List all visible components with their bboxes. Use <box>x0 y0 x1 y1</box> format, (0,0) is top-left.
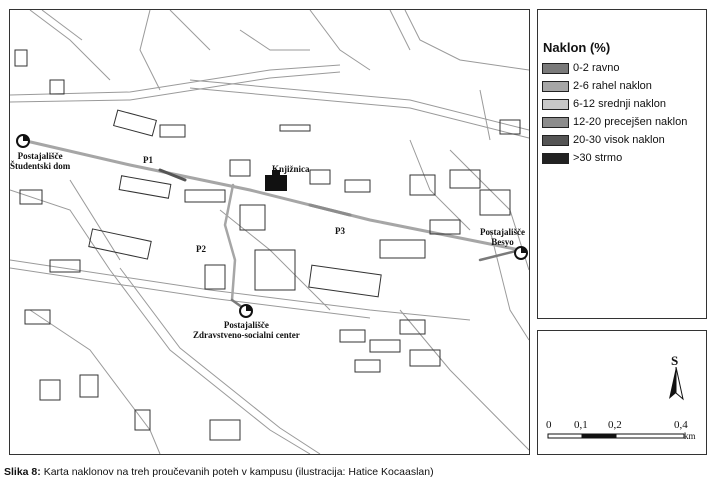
legend-item-6-12 <box>542 97 666 111</box>
road-outline <box>30 310 160 454</box>
building <box>114 110 157 136</box>
building <box>310 170 330 184</box>
legend-item-12-20 <box>542 115 687 129</box>
legend-title: Naklon (%) <box>543 40 611 55</box>
scale-unit: km <box>684 431 696 441</box>
bus-stop-icon-fill <box>521 247 527 253</box>
path-besyo-link <box>480 250 520 260</box>
legend-label: 0-2 ravno <box>573 62 620 74</box>
scale-bar-segment <box>616 434 684 438</box>
road-outline <box>10 268 370 318</box>
caption-text: Karta naklonov na treh proučevanih poteh v kampusu (ilustracija: Hatice Kocaaslan) <box>40 466 434 478</box>
road-outline <box>170 10 210 50</box>
north-arrow-icon <box>666 367 686 403</box>
road-outline <box>410 140 470 230</box>
building <box>280 125 310 131</box>
legend-item-30-plus <box>542 151 622 165</box>
legend-item-20-30 <box>542 133 665 147</box>
legend-swatch <box>542 153 569 164</box>
bus-stop-besyo <box>515 247 527 259</box>
road-outline <box>405 10 529 70</box>
label-path-p2: P2 <box>196 244 206 254</box>
legend-label: >30 strmo <box>573 152 623 164</box>
walking-paths <box>22 140 520 310</box>
scale-tick-0-2: 0,2 <box>608 419 622 431</box>
legend-item-2-6 <box>542 79 652 93</box>
building <box>240 205 265 230</box>
figure-caption <box>4 466 434 478</box>
label-stop-studentski-dom-line1: Postajališče <box>17 151 63 161</box>
label-path-p1: P1 <box>143 155 153 165</box>
label-stop-studentski-dom <box>10 151 70 171</box>
label-stop-besyo-line2: Besyo <box>491 237 514 247</box>
path-segment-medium <box>310 205 350 215</box>
road-outline <box>10 190 110 270</box>
map-frame <box>9 9 530 455</box>
road-outline <box>42 10 82 40</box>
legend-label: 20-30 visok naklon <box>573 134 665 146</box>
scale-tick-0: 0 <box>546 419 552 431</box>
label-path-p3: P3 <box>335 226 345 236</box>
building <box>210 420 240 440</box>
scale-panel <box>537 330 707 455</box>
building <box>309 265 381 297</box>
building <box>370 340 400 352</box>
building <box>15 50 27 66</box>
building <box>400 320 425 334</box>
label-stop-zdravstveno <box>193 320 300 340</box>
building <box>160 125 185 137</box>
scale-bar-segment <box>582 434 616 438</box>
legend-swatch <box>542 117 569 128</box>
legend-label: 12-20 precejšen naklon <box>573 116 688 128</box>
north-label: S <box>671 353 679 368</box>
road-outline <box>220 210 330 310</box>
label-stop-besyo-line1: Postajališče <box>480 227 525 237</box>
road-outline <box>140 10 160 90</box>
label-stop-studentski-dom-line2: Študentski dom <box>10 161 71 171</box>
legend-swatch <box>542 135 569 146</box>
legend-label: 6-12 srednji naklon <box>573 98 666 110</box>
legend-swatch <box>542 63 569 74</box>
building <box>185 190 225 202</box>
scale-bar <box>546 431 696 441</box>
bus-stop-icon-fill <box>23 135 29 141</box>
building <box>355 360 380 372</box>
building <box>345 180 370 192</box>
building <box>230 160 250 176</box>
scale-tick-0-1: 0,1 <box>574 419 588 431</box>
north-arrow-right <box>676 367 683 399</box>
label-stop-zdravstveno-line2: Zdravstveno-socialni center <box>193 330 300 340</box>
building <box>410 175 435 195</box>
building <box>205 265 225 289</box>
label-library: Knjižnica <box>272 164 310 174</box>
bus-stop-icon-fill <box>246 305 252 311</box>
building <box>450 170 480 188</box>
legend-panel <box>537 9 707 319</box>
road-outline <box>480 90 490 140</box>
road-outline <box>30 10 110 80</box>
path-p2 <box>225 185 235 300</box>
legend-swatch <box>542 99 569 110</box>
building <box>80 375 98 397</box>
north-arrow-left <box>669 367 676 399</box>
bus-stop-studentski-dom <box>17 135 29 147</box>
road-outline <box>390 10 410 50</box>
building <box>380 240 425 258</box>
building <box>89 229 151 259</box>
road-outline <box>190 80 529 130</box>
legend-label: 2-6 rahel naklon <box>573 80 652 92</box>
building <box>50 80 64 94</box>
label-stop-zdravstveno-line1: Postajališče <box>223 320 269 330</box>
building <box>25 310 50 324</box>
legend-item-0-2 <box>542 61 619 75</box>
scale-bar-segment <box>548 434 582 438</box>
road-outline <box>310 10 370 70</box>
building <box>480 190 510 215</box>
caption-label: Slika 8: <box>4 466 41 478</box>
building <box>119 176 171 198</box>
legend-swatch <box>542 81 569 92</box>
label-stop-besyo <box>480 227 525 247</box>
road-outline <box>240 30 310 50</box>
building <box>40 380 60 400</box>
campus-map <box>10 10 529 454</box>
building <box>340 330 365 342</box>
scale-tick-0-4: 0,4 <box>674 419 688 431</box>
road-outline <box>400 310 529 450</box>
building <box>255 250 295 290</box>
road-network <box>10 10 529 454</box>
bus-stop-zdravstveno <box>240 305 252 317</box>
